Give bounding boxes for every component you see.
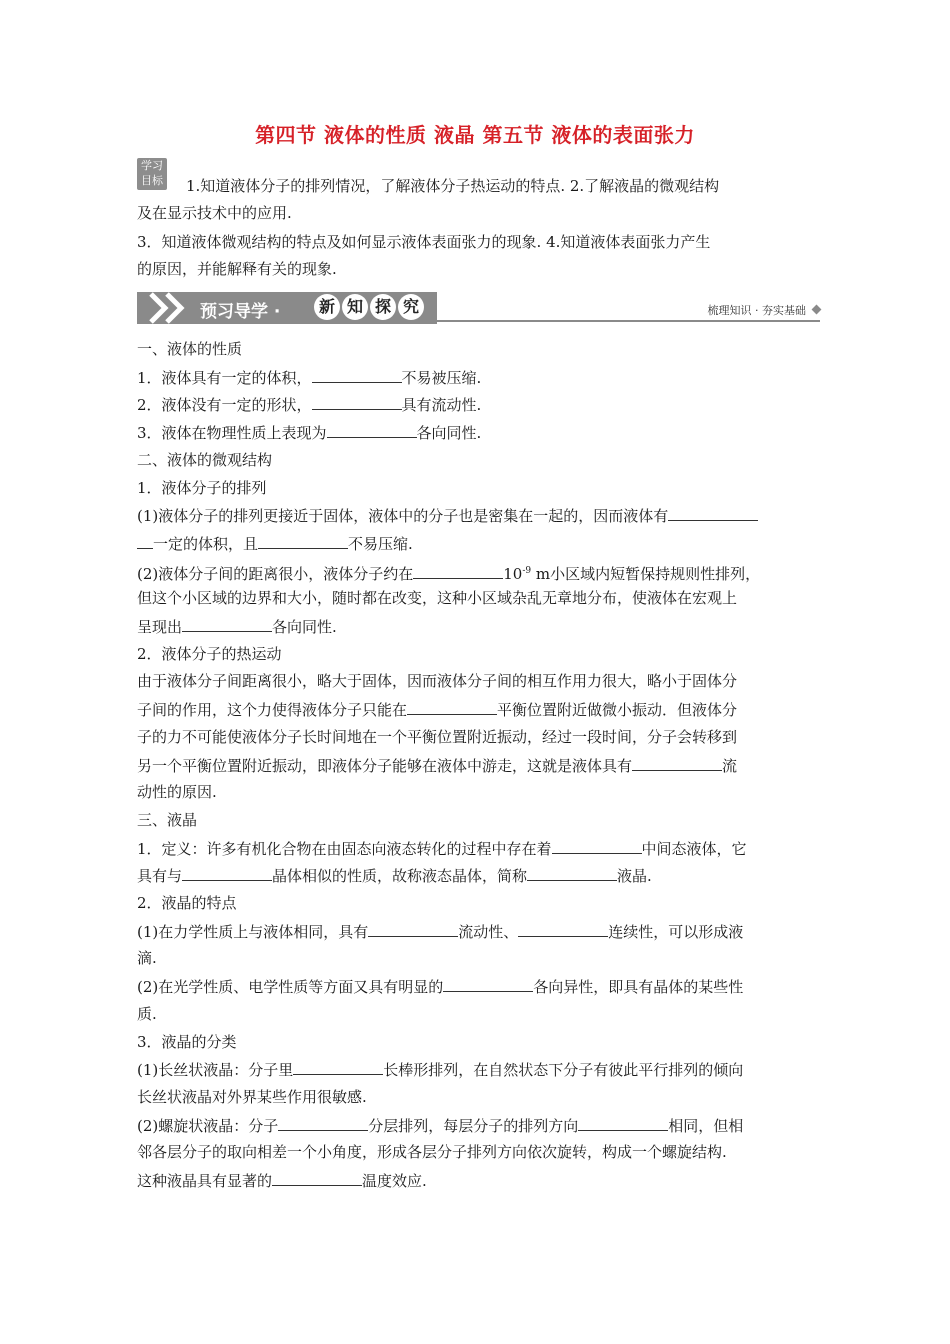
text-segment: 一、液体的性质: [137, 340, 243, 358]
text-segment: 子的力不可能使液体分子长时间地在一个平衡位置附近振动，经过一段时间，分子会转移到: [137, 728, 738, 746]
text-segment: 分层排列，每层分子的排列方向: [368, 1117, 579, 1135]
fill-in-blank: [258, 534, 348, 549]
goal-line-1: 1.知道液体分子的排列情况，了解液体分子热运动的特点. 2.了解液晶的微观结构: [186, 177, 720, 195]
text-segment: 一定的体积，且: [153, 535, 259, 553]
text-segment: 10: [503, 565, 523, 583]
text-segment: 这种液晶具有显著的: [137, 1172, 273, 1190]
fill-in-blank: [312, 395, 402, 410]
fill-in-blank: [312, 368, 402, 383]
text-line: [137, 894, 237, 912]
text-segment: (1)液体分子的排列更接近于固体，液体中的分子也是密集在一起的，因而液体有: [137, 507, 669, 525]
text-line: [137, 340, 242, 358]
fill-in-blank: [182, 617, 272, 632]
text-line: [137, 395, 481, 414]
text-line: [137, 1005, 157, 1023]
text-line: [137, 1060, 743, 1079]
fill-in-blank: [182, 866, 272, 881]
text-line: [137, 645, 282, 663]
goal-line-3: 3．知道液体微观结构的特点及如何显示液体表面张力的现象. 4.知道液体表面张力产生: [137, 233, 711, 251]
text-segment: 温度效应.: [362, 1172, 427, 1190]
text-line: [137, 756, 737, 775]
text-segment: 不易压缩.: [348, 535, 413, 553]
text-line: [137, 423, 481, 442]
banner-circle-char: 究: [398, 294, 424, 320]
text-line: [137, 506, 758, 525]
text-line: [137, 839, 747, 858]
text-segment: 呈现出: [137, 618, 183, 636]
text-line: [137, 368, 481, 387]
text-segment: 由于液体分子间距离很小，略大于固体，因而液体分子间的相互作用力很大，略小于固体分: [137, 672, 738, 690]
fill-in-blank: [278, 1116, 368, 1131]
banner-circle-char: 探: [370, 294, 396, 320]
text-line: [137, 949, 157, 967]
section-banner: [137, 290, 820, 326]
text-line: [137, 1116, 743, 1135]
text-segment: 邻各层分子的取向相差一个小角度，形成各层分子排列方向依次旋转，构成一个螺旋结构.: [137, 1143, 727, 1161]
fill-in-blank: [137, 534, 153, 549]
fill-in-blank: [327, 423, 417, 438]
badge-line-2: 目标: [141, 174, 163, 187]
text-line: [137, 866, 652, 885]
goal-line-4: 的原因，并能解释有关的现象.: [137, 260, 337, 278]
fill-in-blank: [443, 977, 533, 992]
text-segment: 流动性、: [458, 923, 519, 941]
text-segment: 2．液体分子的热运动: [137, 645, 282, 663]
text-segment: 1．定义：许多有机化合物在由固态向液态转化的过程中存在着: [137, 840, 552, 858]
fill-in-blank: [368, 922, 458, 937]
double-chevron-icon: [147, 292, 191, 324]
text-line: [137, 451, 272, 469]
text-segment: 3．液体在物理性质上表现为: [137, 424, 327, 442]
text-line: [137, 1033, 237, 1051]
text-line: [137, 977, 743, 996]
text-line: [137, 534, 413, 553]
text-line: [137, 922, 743, 941]
fill-in-blank: [293, 1060, 383, 1075]
text-line: [137, 617, 337, 636]
page-title: 第四节 液体的性质 液晶 第五节 液体的表面张力: [255, 123, 695, 147]
fill-in-blank: [272, 1171, 362, 1186]
banner-right-label: 梳理知识 · 夯实基础: [707, 304, 806, 317]
badge-line-1: 学习: [141, 159, 163, 172]
text-line: [137, 562, 760, 583]
fill-in-blank: [518, 922, 608, 937]
text-line: [137, 589, 737, 607]
text-segment: (1)长丝状液晶：分子里: [137, 1061, 294, 1079]
diamond-icon: [812, 305, 822, 315]
text-line: [137, 783, 217, 801]
fill-in-blank: [413, 564, 503, 579]
text-segment: 长丝状液晶对外界某些作用很敏感.: [137, 1088, 367, 1106]
banner-circle-char: 新: [314, 294, 340, 320]
text-segment: (2)液体分子间的距离很小，液体分子约在: [137, 565, 414, 583]
text-line: [137, 700, 737, 719]
text-segment: 中间态液体，它: [641, 840, 747, 858]
text-segment: 子间的作用，这个力使得液体分子只能在: [137, 701, 408, 719]
text-segment: (2)螺旋状液晶：分子: [137, 1117, 279, 1135]
text-line: [137, 1143, 727, 1161]
text-line: [137, 728, 737, 746]
text-segment: 连续性，可以形成液: [608, 923, 744, 941]
text-segment: 具有与: [137, 867, 183, 885]
text-line: [137, 1088, 367, 1106]
banner-circle-char: 知: [342, 294, 368, 320]
text-segment: (1)在力学性质上与液体相同，具有: [137, 923, 369, 941]
text-segment: m小区域内短暂保持规则性排列，: [531, 565, 761, 583]
text-segment: 1．液体分子的排列: [137, 479, 267, 497]
text-segment: 质.: [137, 1005, 157, 1023]
text-line: [137, 672, 737, 690]
text-segment: 1．液体具有一定的体积，: [137, 369, 312, 387]
goal-line-2: 及在显示技术中的应用.: [137, 204, 292, 222]
fill-in-blank: [552, 839, 642, 854]
banner-title: 预习导学 ·: [200, 302, 281, 322]
text-line: [137, 479, 267, 497]
text-segment: 平衡位置附近做微小振动．但液体分: [497, 701, 738, 719]
fill-in-blank: [407, 700, 497, 715]
text-segment: 三、液晶: [137, 811, 198, 829]
text-segment: 动性的原因.: [137, 783, 217, 801]
text-segment: 各向异性，即具有晶体的某些性: [533, 978, 744, 996]
text-segment: 具有流动性.: [401, 396, 482, 414]
banner-underline: [437, 320, 820, 322]
text-segment: 各向同性.: [272, 618, 337, 636]
text-segment: 但这个小区域的边界和大小，随时都在改变，这种小区域杂乱无章地分布，使液体在宏观上: [137, 589, 738, 607]
fill-in-blank: [632, 756, 722, 771]
text-segment: (2)在光学性质、电学性质等方面又具有明显的: [137, 978, 444, 996]
text-segment: 长棒形排列，在自然状态下分子有彼此平行排列的倾向: [383, 1061, 744, 1079]
text-segment: 2．液体没有一定的形状，: [137, 396, 312, 414]
superscript: -9: [522, 566, 532, 576]
text-line: [137, 811, 197, 829]
text-segment: 二、液体的微观结构: [137, 451, 273, 469]
text-segment: 另一个平衡位置附近振动，即液体分子能够在液体中游走，这就是液体具有: [137, 757, 633, 775]
text-segment: 滴.: [137, 949, 157, 967]
learning-goals-badge: [137, 158, 167, 190]
text-segment: 2．液晶的特点: [137, 894, 237, 912]
text-segment: 相同，但相: [668, 1117, 744, 1135]
text-segment: 晶体相似的性质，故称液态晶体，简称: [272, 867, 528, 885]
text-segment: 流: [722, 757, 738, 775]
fill-in-blank: [527, 866, 617, 881]
banner-circle-group: [314, 294, 424, 320]
fill-in-blank: [668, 506, 758, 521]
text-segment: 各向同性.: [416, 424, 482, 442]
text-segment: 液晶.: [617, 867, 652, 885]
text-segment: 3．液晶的分类: [137, 1033, 237, 1051]
text-line: [137, 1171, 427, 1190]
fill-in-blank: [578, 1116, 668, 1131]
text-segment: 不易被压缩.: [401, 369, 482, 387]
